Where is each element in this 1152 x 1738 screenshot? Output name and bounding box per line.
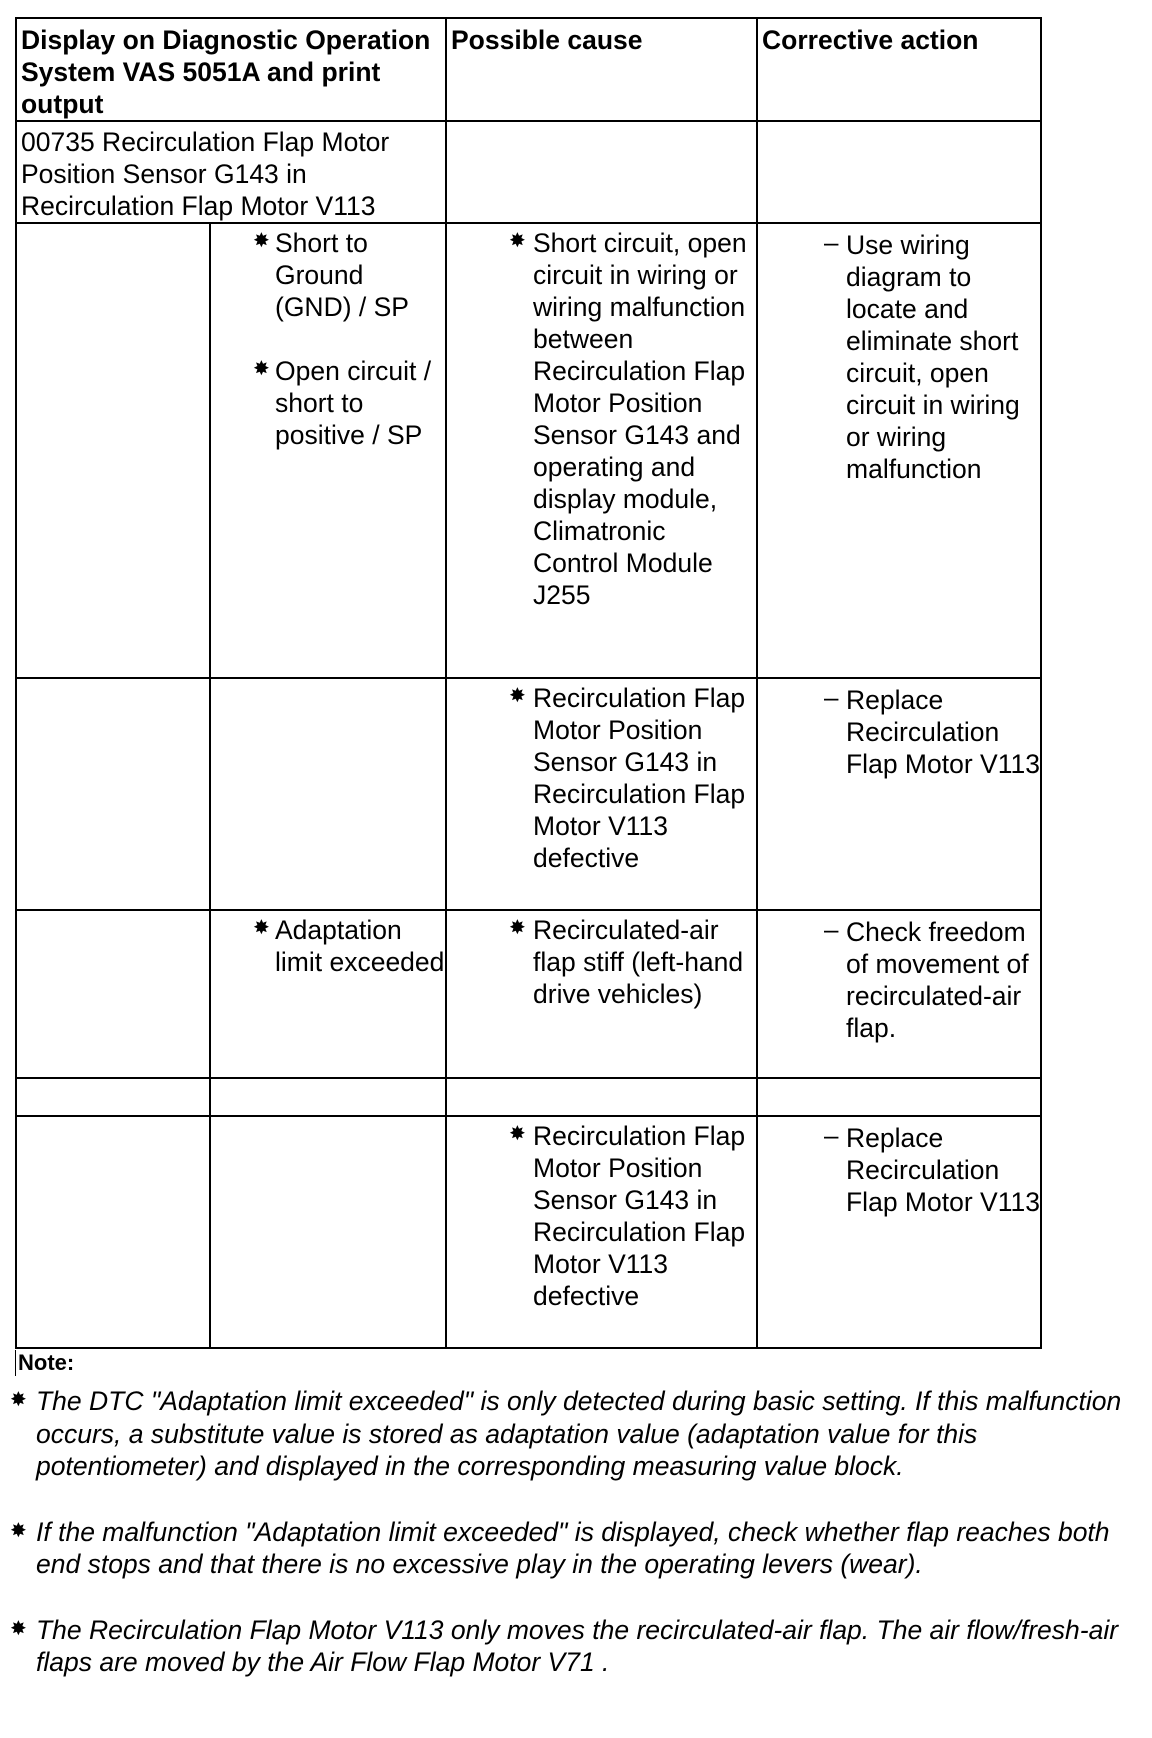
diagnostic-table (15, 17, 1042, 1349)
empty-cell (16, 1078, 210, 1116)
empty-cell (757, 121, 1041, 223)
dash-icon: – (824, 682, 839, 712)
action-text: Check freedom of movement of recirculated-air flap. (846, 917, 1029, 1043)
bullet-icon: ✸ (509, 685, 526, 707)
bullet-icon: ✸ (10, 1519, 27, 1542)
table-row (16, 678, 1041, 910)
display-text: Adaptation limit exceeded (275, 915, 445, 977)
list-item (509, 227, 756, 611)
action-cell (757, 223, 1041, 678)
display-cell (210, 223, 446, 678)
empty-cell (16, 678, 210, 910)
header-display: Display on Diagnostic Operation System VAS 5051A and print output (16, 18, 446, 121)
cause-text: Recirculated-air flap stiff (left-hand drive vehicles) (533, 915, 744, 1009)
action-text: Use wiring diagram to locate and eliminate short circuit, open circuit in wiring or wiring malfunction (846, 230, 1020, 484)
list-item (824, 682, 1040, 780)
cause-cell (446, 910, 757, 1078)
list-item (253, 355, 445, 451)
bullet-icon: ✸ (253, 917, 270, 939)
action-cell (757, 678, 1041, 910)
bullet-icon: ✸ (253, 358, 270, 380)
code-row (16, 121, 1041, 223)
cause-cell (446, 1116, 757, 1348)
action-cell (757, 910, 1041, 1078)
note-list (10, 1385, 1140, 1712)
cause-cell (446, 678, 757, 910)
bullet-icon: ✸ (10, 1617, 27, 1640)
list-item (824, 227, 1040, 485)
display-text: Short to Ground (GND) / SP (275, 228, 409, 322)
empty-cell (210, 1078, 446, 1116)
cause-text: Recirculation Flap Motor Position Sensor G143 in Recirculation Flap Motor V113 defective (533, 1121, 746, 1311)
empty-cell (16, 223, 210, 678)
empty-cell (446, 121, 757, 223)
note-item (10, 1385, 1140, 1483)
dash-icon: – (824, 914, 839, 944)
dash-icon: – (824, 227, 839, 257)
list-item (253, 227, 445, 323)
bullet-icon: ✸ (509, 917, 526, 939)
list-item (509, 682, 756, 874)
note-item (10, 1516, 1140, 1581)
list-item (824, 1120, 1040, 1218)
note-heading: Note: (15, 1350, 74, 1376)
display-cell (210, 910, 446, 1078)
header-corrective-action: Corrective action (757, 18, 1041, 121)
table-row (16, 1116, 1041, 1348)
fault-code-cell: 00735 Recirculation Flap Motor Position Sensor G143 in Recirculation Flap Motor V113 (16, 121, 446, 223)
cause-text: Short circuit, open circuit in wiring or wiring malfunction between Recirculation Flap Motor Position Sensor G143 and operating and display module, Climatronic Control Module J255 (533, 228, 747, 610)
cause-text: Recirculation Flap Motor Position Sensor G143 in Recirculation Flap Motor V113 defective (533, 683, 746, 873)
bullet-icon: ✸ (509, 230, 526, 252)
action-text: Replace Recirculation Flap Motor V113 (846, 685, 1040, 779)
empty-cell (757, 1078, 1041, 1116)
table-row (16, 223, 1041, 678)
list-item (509, 1120, 756, 1312)
note-text: The Recirculation Flap Motor V113 only moves the recirculated-air flap. The air flow/fresh-air flaps are moved by the Air Flow Flap Motor V71 . (36, 1614, 1119, 1677)
table-row (16, 910, 1041, 1078)
action-text: Replace Recirculation Flap Motor V113 (846, 1123, 1040, 1217)
header-possible-cause: Possible cause (446, 18, 757, 121)
list-item (509, 914, 756, 1010)
header-row (16, 18, 1041, 121)
list-item (824, 914, 1040, 1044)
empty-cell (210, 678, 446, 910)
bullet-icon: ✸ (10, 1389, 27, 1411)
table-row (16, 1078, 1041, 1116)
action-cell (757, 1116, 1041, 1348)
note-text: If the malfunction "Adaptation limit exceeded" is displayed, check whether flap reaches both end stops and that there is no excessive play in the operating levers (wear). (36, 1516, 1110, 1579)
bullet-icon: ✸ (509, 1123, 526, 1145)
note-text: The DTC "Adaptation limit exceeded" is only detected during basic setting. If this malfunction occurs, a substitute value is stored as adaptation value (adaptation value for this potentiometer) and displayed in the corresponding measuring value block. (36, 1386, 1122, 1481)
empty-cell (210, 1116, 446, 1348)
cause-cell (446, 223, 757, 678)
note-item (10, 1614, 1140, 1679)
bullet-icon: ✸ (253, 230, 270, 252)
empty-cell (16, 1116, 210, 1348)
display-text: Open circuit / short to positive / SP (275, 356, 432, 450)
empty-cell (16, 910, 210, 1078)
list-item (253, 914, 445, 978)
dash-icon: – (824, 1120, 839, 1150)
empty-cell (446, 1078, 757, 1116)
